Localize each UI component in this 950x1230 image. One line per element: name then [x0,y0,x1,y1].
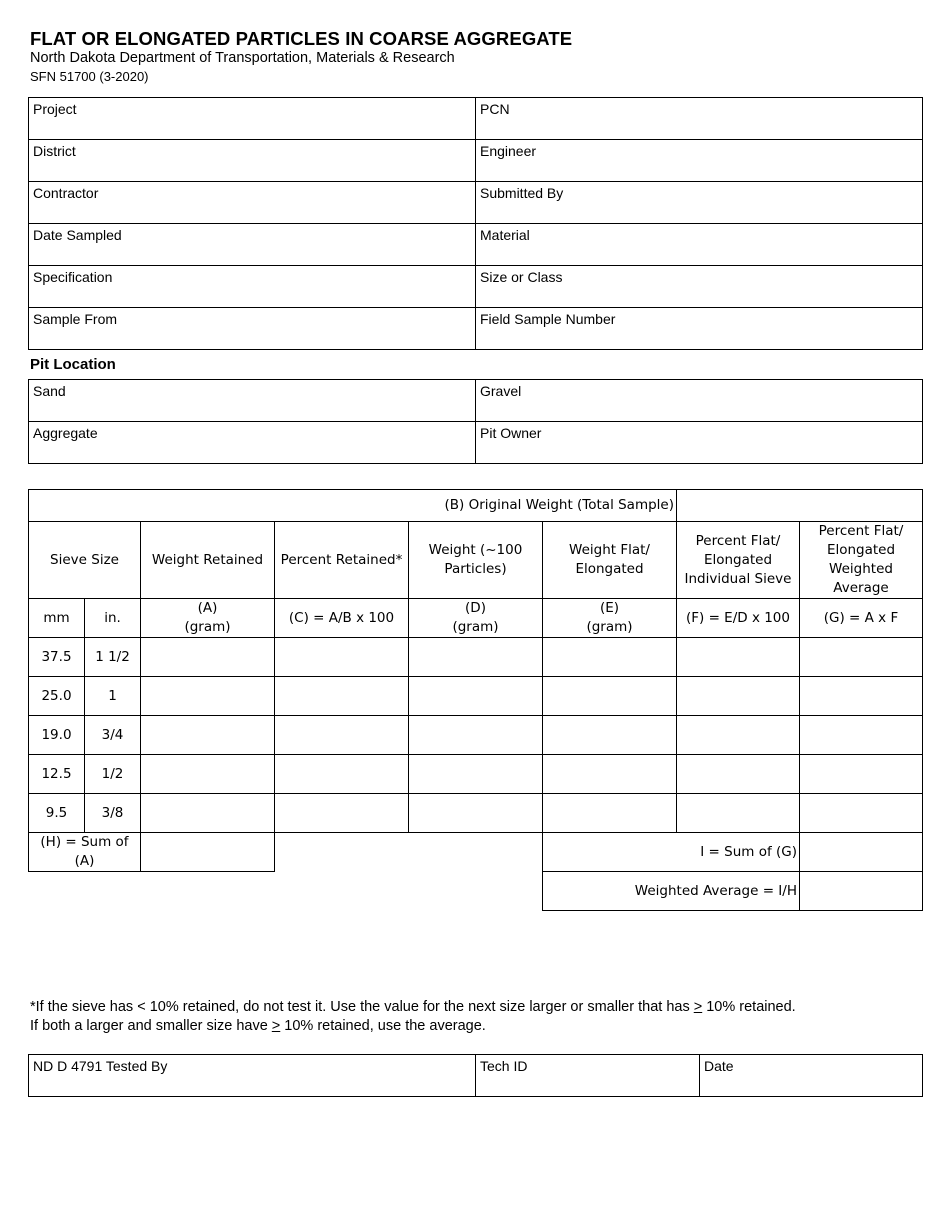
col-a-subheader [141,599,275,638]
percent-weighted-cell[interactable] [800,794,923,833]
date-sampled-field[interactable] [29,224,476,266]
date-sampled-label: Date Sampled [33,227,122,243]
date-field[interactable] [700,1055,923,1097]
district-label: District [33,143,76,159]
pcn-field[interactable] [476,98,923,140]
col-c-subheader: (C) = A/B x 100 [275,599,409,638]
sample-from-label: Sample From [33,311,118,327]
sieve-in: 1 [85,677,141,716]
original-weight-field[interactable] [677,490,923,522]
percent-individual-cell[interactable] [677,755,800,794]
percent-retained-cell[interactable] [275,638,409,677]
percent-individual-header: Percent Flat/ Elongated Individual Sieve [677,522,800,599]
weight-100-particles-header: Weight (~100 Particles) [409,522,543,599]
table-row [29,638,923,677]
sum-g-field[interactable] [800,833,923,872]
sieve-in: 3/4 [85,716,141,755]
gravel-field[interactable] [476,380,923,422]
sieve-in: 1 1/2 [85,638,141,677]
sum-g-label: I = Sum of (G) [543,833,800,872]
weight-retained-cell[interactable] [141,794,275,833]
pit-owner-label: Pit Owner [480,425,542,441]
footnote-1-ge-symbol: > [693,999,703,1015]
percent-weighted-cell[interactable] [800,677,923,716]
date-label: Date [704,1058,734,1074]
specification-label: Specification [33,269,113,285]
aggregate-label: Aggregate [33,425,98,441]
percent-retained-cell[interactable] [275,755,409,794]
sieve-size-header: Sieve Size [29,522,141,599]
col-a-code: (A) [197,600,218,616]
col-d-subheader [409,599,543,638]
sum-a-field[interactable] [141,833,275,872]
sieve-mm: 37.5 [29,638,85,677]
sum-a-label: (H) = Sum of (A) [29,833,141,872]
sieve-in: 1/2 [85,755,141,794]
sieve-analysis-table [28,489,923,911]
mm-subheader: mm [29,599,85,638]
percent-weighted-header: Percent Flat/ Elongated Weighted Average [800,522,923,599]
col-f-subheader: (F) = E/D x 100 [677,599,800,638]
sand-field[interactable] [29,380,476,422]
form-number: SFN 51700 (3-2020) [30,69,149,84]
col-e-subheader [543,599,677,638]
footnote-2-text-b: 10% retained, use the average. [280,1018,486,1034]
weighted-average-label: Weighted Average = I/H [543,872,800,911]
submitted-by-label: Submitted By [480,185,564,201]
sieve-mm: 25.0 [29,677,85,716]
sieve-mm: 19.0 [29,716,85,755]
percent-retained-header: Percent Retained* [275,522,409,599]
weight-100-cell[interactable] [409,638,543,677]
weight-retained-cell[interactable] [141,755,275,794]
weight-flat-cell[interactable] [543,755,677,794]
size-or-class-label: Size or Class [480,269,563,285]
percent-individual-cell[interactable] [677,677,800,716]
table-row [29,755,923,794]
weight-retained-header: Weight Retained [141,522,275,599]
project-label: Project [33,101,77,117]
tested-by-field[interactable] [29,1055,476,1097]
agency-name: North Dakota Department of Transportation, Materials & Research [30,50,455,66]
footnote-1-text-b: 10% retained. [702,999,796,1015]
district-field[interactable] [29,140,476,182]
field-sample-number-field[interactable] [476,308,923,350]
pcn-label: PCN [480,101,510,117]
weight-flat-cell[interactable] [543,716,677,755]
pit-owner-field[interactable] [476,422,923,464]
engineer-field[interactable] [476,140,923,182]
weight-flat-cell[interactable] [543,677,677,716]
percent-weighted-cell[interactable] [800,638,923,677]
pit-location-heading: Pit Location [30,356,116,373]
weight-retained-cell[interactable] [141,638,275,677]
sieve-mm: 9.5 [29,794,85,833]
engineer-label: Engineer [480,143,537,159]
weight-100-cell[interactable] [409,794,543,833]
field-sample-number-label: Field Sample Number [480,311,616,327]
tech-id-field[interactable] [476,1055,700,1097]
footnote-line-2 [30,1018,486,1034]
table-row [29,716,923,755]
weight-flat-cell[interactable] [543,794,677,833]
form-title: FLAT OR ELONGATED PARTICLES IN COARSE AGGREGATE [30,28,573,49]
project-info-table [28,97,923,350]
gravel-label: Gravel [480,383,522,399]
percent-individual-cell[interactable] [677,716,800,755]
tech-id-label: Tech ID [480,1058,528,1074]
percent-retained-cell[interactable] [275,716,409,755]
table-row [29,677,923,716]
original-weight-label: (B) Original Weight (Total Sample) [29,490,677,522]
footnote-2-ge-symbol: > [271,1018,281,1034]
project-field[interactable] [29,98,476,140]
contractor-field[interactable] [29,182,476,224]
col-d-code: (D) [465,600,486,616]
weight-retained-cell[interactable] [141,716,275,755]
blank-spacer [29,872,543,911]
percent-individual-cell[interactable] [677,794,800,833]
aggregate-field[interactable] [29,422,476,464]
material-label: Material [480,227,530,243]
col-e-unit: (gram) [586,619,633,635]
pit-location-table [28,379,923,464]
weight-flat-cell[interactable] [543,638,677,677]
sieve-mm: 12.5 [29,755,85,794]
footnote-1-text-a: *If the sieve has < 10% retained, do not test it. Use the value for the next size larger or smaller that has [30,999,694,1015]
weight-100-cell[interactable] [409,755,543,794]
weight-100-cell[interactable] [409,716,543,755]
sample-from-field[interactable] [29,308,476,350]
weight-flat-elongated-header: Weight Flat/ Elongated [543,522,677,599]
in-subheader: in. [85,599,141,638]
percent-weighted-cell[interactable] [800,755,923,794]
specification-field[interactable] [29,266,476,308]
weight-100-cell[interactable] [409,677,543,716]
contractor-label: Contractor [33,185,99,201]
col-d-unit: (gram) [452,619,499,635]
tested-by-label: ND D 4791 Tested By [33,1058,168,1074]
footnote-2-text-a: If both a larger and smaller size have [30,1018,272,1034]
table-row [29,794,923,833]
material-field[interactable] [476,224,923,266]
signoff-table [28,1054,923,1097]
weighted-average-field[interactable] [800,872,923,911]
size-or-class-field[interactable] [476,266,923,308]
weight-retained-cell[interactable] [141,677,275,716]
percent-individual-cell[interactable] [677,638,800,677]
percent-weighted-cell[interactable] [800,716,923,755]
percent-retained-cell[interactable] [275,794,409,833]
sieve-in: 3/8 [85,794,141,833]
submitted-by-field[interactable] [476,182,923,224]
percent-retained-cell[interactable] [275,677,409,716]
col-g-subheader: (G) = A x F [800,599,923,638]
col-e-code: (E) [599,600,620,616]
sand-label: Sand [33,383,66,399]
blank-spacer [275,833,543,872]
footnote-line-1 [30,999,796,1015]
col-a-unit: (gram) [184,619,231,635]
